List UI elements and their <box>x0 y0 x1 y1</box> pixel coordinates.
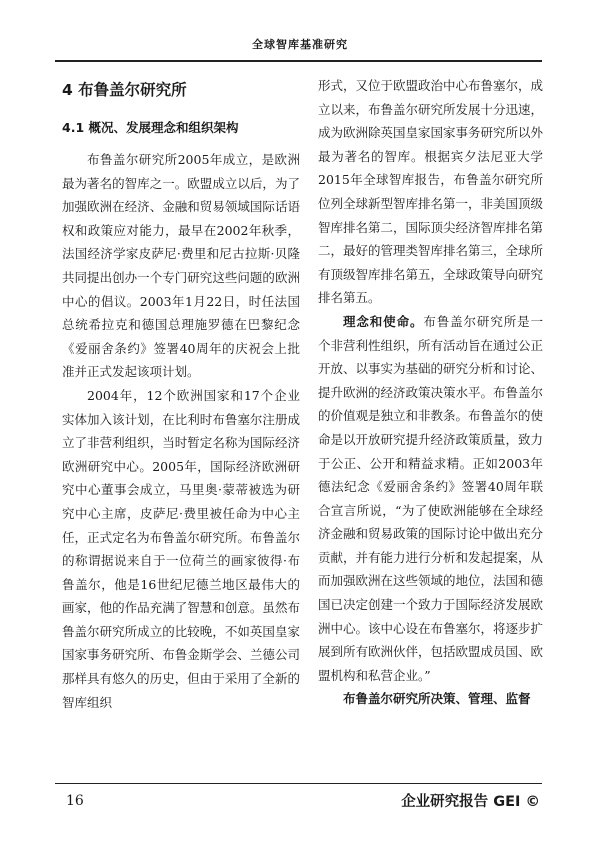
right-column <box>318 74 543 711</box>
mission-lead: 理念和使命。 <box>343 313 424 329</box>
right-paragraph-3 <box>318 687 543 711</box>
section-title: 4 布鲁盖尔研究所 <box>62 81 187 99</box>
left-paragraph-1: 布鲁盖尔研究所2005年成立，是欧洲最为著名的智库之一。欧盟成立以后，为了加强欧洲在经济、金融和贸易领域国际话语权和政策应对能力，最早在2002年秋季，法国经济学家皮萨尼·费里和尼古拉斯·贝隆共同提出创办一个专门研究这些问题的欧洲中心的倡议。2003年1月22日，时任法国总统希拉克和德国总理施罗德在巴黎纪念《爱丽舍条约》签署40周年的庆祝会上批准并正式发起该项计划。 <box>62 152 300 380</box>
right-paragraph-2 <box>318 310 543 688</box>
running-title: 全球智库基准研究 <box>252 38 348 51</box>
mission-text: 布鲁盖尔研究所是一个非营利性组织，所有活动旨在通过公正开放、以事实为基础的研究分析和讨论、提升欧洲的经济政策决策水平。布鲁盖尔的价值观是独立和非教条。布鲁盖尔的使命是以开放研究提升经济政策质量，致力于公正、公开和精益求精。正如2003年德法纪念《爱丽舍条约》签署40周年联合宣言所说，“为了使欧洲能够在全球经济金融和贸易政策的国际讨论中做出充分贡献，并有能力进行分析和发起提案，从而加强欧洲在这些领域的地位，法国和德国已决定创建一个致力于国际经济发展欧洲中心。该中心设在布鲁塞尔，将逐步扩展到所有欧洲伙伴，包括欧盟成员国、欧盟机构和私营企业。” <box>318 313 544 683</box>
left-column <box>62 74 300 714</box>
governance-lead: 布鲁盖尔研究所决策、管理、监督 <box>343 691 531 707</box>
subsection-title: 4.1 概况、发展理念和组织架构 <box>62 120 239 135</box>
page-number: 16 <box>66 793 84 809</box>
journal-name: 企业研究报告 GEI © <box>401 794 540 810</box>
right-paragraph-1: 形式，又位于欧盟政治中心布鲁塞尔，成立以来，布鲁盖尔研究所发展十分迅速，成为欧洲除英国皇家国家事务研究所以外最为著名的智库。根据宾夕法尼亚大学2015年全球智库报告，布鲁盖尔研究所位列全球新型智库排名第一，非美国顶级智库排名第二，国际顶尖经济智库排名第二，最好的管理类智库排名第三，全球所有顶级智库排名第五，全球政策导向研究排名第五。 <box>318 78 544 306</box>
header-rule <box>55 60 542 62</box>
footer-rule <box>55 783 542 784</box>
left-paragraph-2: 2004年，12个欧洲国家和17个企业实体加入该计划，在比利时布鲁塞尔注册成立了非营利组织，当时暂定名称为国际经济欧洲研究中心。2005年，国际经济欧洲研究中心董事会成立，马里奥·蒙蒂被选为研究中心主席，皮萨尼·费里被任命为中心主任，正式定名为布鲁盖尔研究所。布鲁盖尔的称谓据说来自于一位荷兰的画家彼得·布鲁盖尔，他是16世纪尼德兰地区最伟大的画家，他的作品充满了智慧和创意。虽然布鲁盖尔研究所成立的比较晚，不如英国皇家国家事务研究所、布鲁金斯学会、兰德公司那样具有悠久的历史，但由于采用了全新的智库组织 <box>62 387 300 710</box>
